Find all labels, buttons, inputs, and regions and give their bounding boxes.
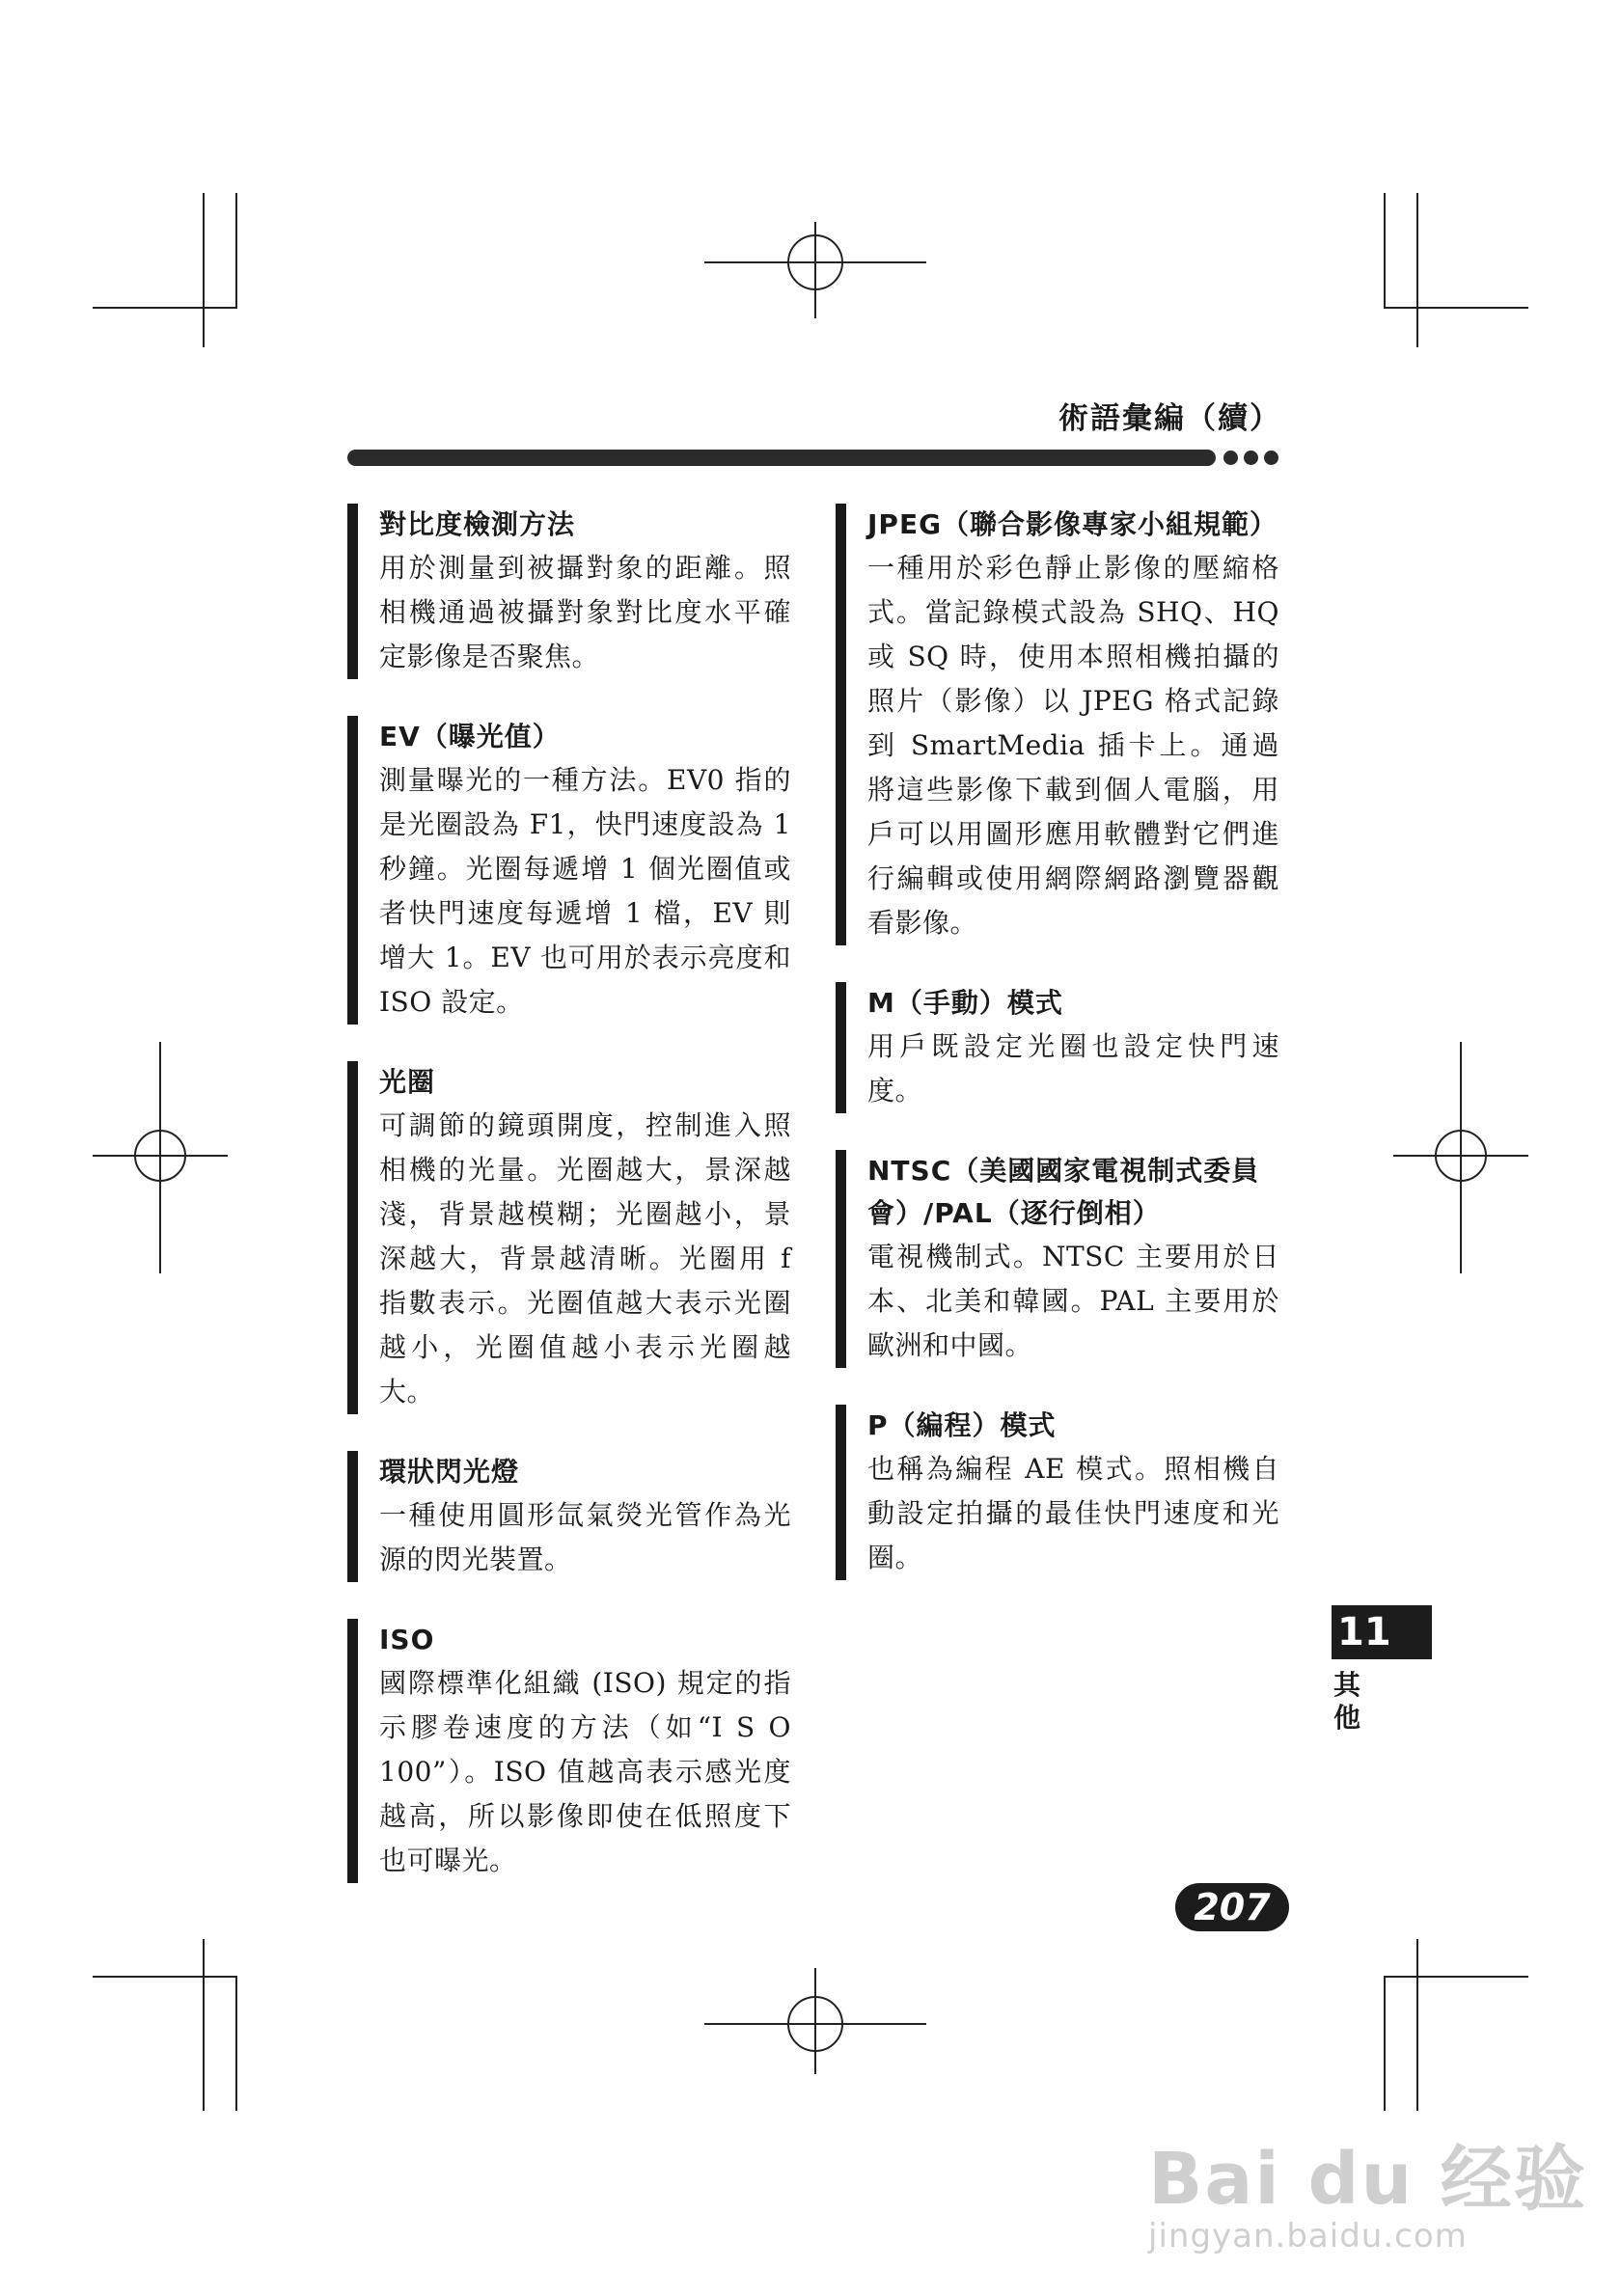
entry-body: 可調節的鏡頭開度，控制進入照相機的光量。光圈越大，景深越淺，背景越模糊；光圈越小，景深越大，背景越清晰。光圈用 f 指數表示。光圈值越大表示光圈越小，光圈值越小表示光圈越大。 bbox=[379, 1109, 791, 1408]
watermark bbox=[1148, 2122, 1587, 2255]
glossary-entry bbox=[836, 982, 1279, 1113]
left-column bbox=[347, 504, 791, 1920]
registration-mark-top bbox=[704, 222, 926, 318]
entry-title: JPEG（聯合影像專家小組規範） bbox=[867, 508, 1278, 540]
entry-body: 國際標準化組織 (ISO) 規定的指示膠卷速度的方法（如“I S O 100”）。ISO 值越高表示感光度越高，所以影像即使在低照度下也可曝光。 bbox=[379, 1667, 791, 1876]
entry-title: 光圈 bbox=[379, 1066, 436, 1098]
entry-title: 環狀閃光燈 bbox=[379, 1456, 520, 1488]
entry-body: 用戶既設定光圈也設定快門速度。 bbox=[867, 1030, 1279, 1107]
entry-title: NTSC（美國國家電視制式委員會）/PAL（逐行倒相） bbox=[867, 1155, 1260, 1229]
glossary-entry bbox=[347, 1061, 791, 1414]
glossary-entry bbox=[347, 1619, 791, 1883]
glossary-entry bbox=[347, 504, 791, 679]
registration-mark-left bbox=[93, 1042, 228, 1273]
chapter-tab-number: 11 bbox=[1332, 1605, 1432, 1659]
glossary-entry bbox=[836, 504, 1279, 945]
registration-mark-bottom bbox=[704, 1968, 926, 2074]
glossary-entry bbox=[836, 1150, 1279, 1368]
glossary-entry bbox=[347, 1451, 791, 1582]
chapter-tab-label: 其他 bbox=[1333, 1669, 1361, 1734]
entry-body: 也稱為編程 AE 模式。照相機自動設定拍攝的最佳快門速度和光圈。 bbox=[867, 1453, 1279, 1573]
entry-title: P（編程）模式 bbox=[867, 1409, 1057, 1441]
header-dots bbox=[1223, 451, 1284, 466]
entry-title: EV（曝光值） bbox=[379, 721, 561, 752]
entry-body: 一種用於彩色靜止影像的壓縮格式。當記錄模式設為 SHQ、HQ 或 SQ 時，使用本照相機拍攝的照片（影像）以 JPEG 格式記錄到 SmartMedia 插卡上。通過將這些影像下載到個人電腦，用戶可以用圖形應用軟體對它們進行編輯或使用網際網路瀏覽器觀看影像。 bbox=[867, 552, 1279, 939]
watermark-url: jingyan.baidu.com bbox=[1148, 2217, 1468, 2255]
entry-title: ISO bbox=[379, 1624, 435, 1655]
section-title: 術語彙編（續） bbox=[1058, 401, 1281, 436]
registration-mark-right bbox=[1393, 1042, 1528, 1273]
entry-title: M（手動）模式 bbox=[867, 987, 1063, 1019]
entry-body: 測量曝光的一種方法。EV0 指的是光圈設為 F1，快門速度設為 1 秒鐘。光圈每遞增 1 個光圈值或者快門速度每遞增 1 檔，EV 則增大 1。EV 也可用於表示亮度和 ISO 設定。 bbox=[379, 764, 791, 1018]
page-number: 207 bbox=[1175, 1883, 1289, 1931]
header-rule bbox=[347, 450, 1216, 466]
watermark-brand: Bai du 经验 bbox=[1148, 2138, 1587, 2221]
entry-body: 一種使用圓形氙氣熒光管作為光源的閃光裝置。 bbox=[379, 1499, 791, 1575]
glossary-entry bbox=[836, 1405, 1279, 1580]
right-column bbox=[836, 504, 1279, 1617]
entry-body: 電視機制式。NTSC 主要用於日本、北美和韓國。PAL 主要用於歐洲和中國。 bbox=[867, 1241, 1279, 1361]
glossary-entry bbox=[347, 716, 791, 1025]
entry-title: 對比度檢測方法 bbox=[379, 508, 576, 540]
entry-body: 用於測量到被攝對象的距離。照相機通過被攝對象對比度水平確定影像是否聚焦。 bbox=[379, 552, 791, 672]
